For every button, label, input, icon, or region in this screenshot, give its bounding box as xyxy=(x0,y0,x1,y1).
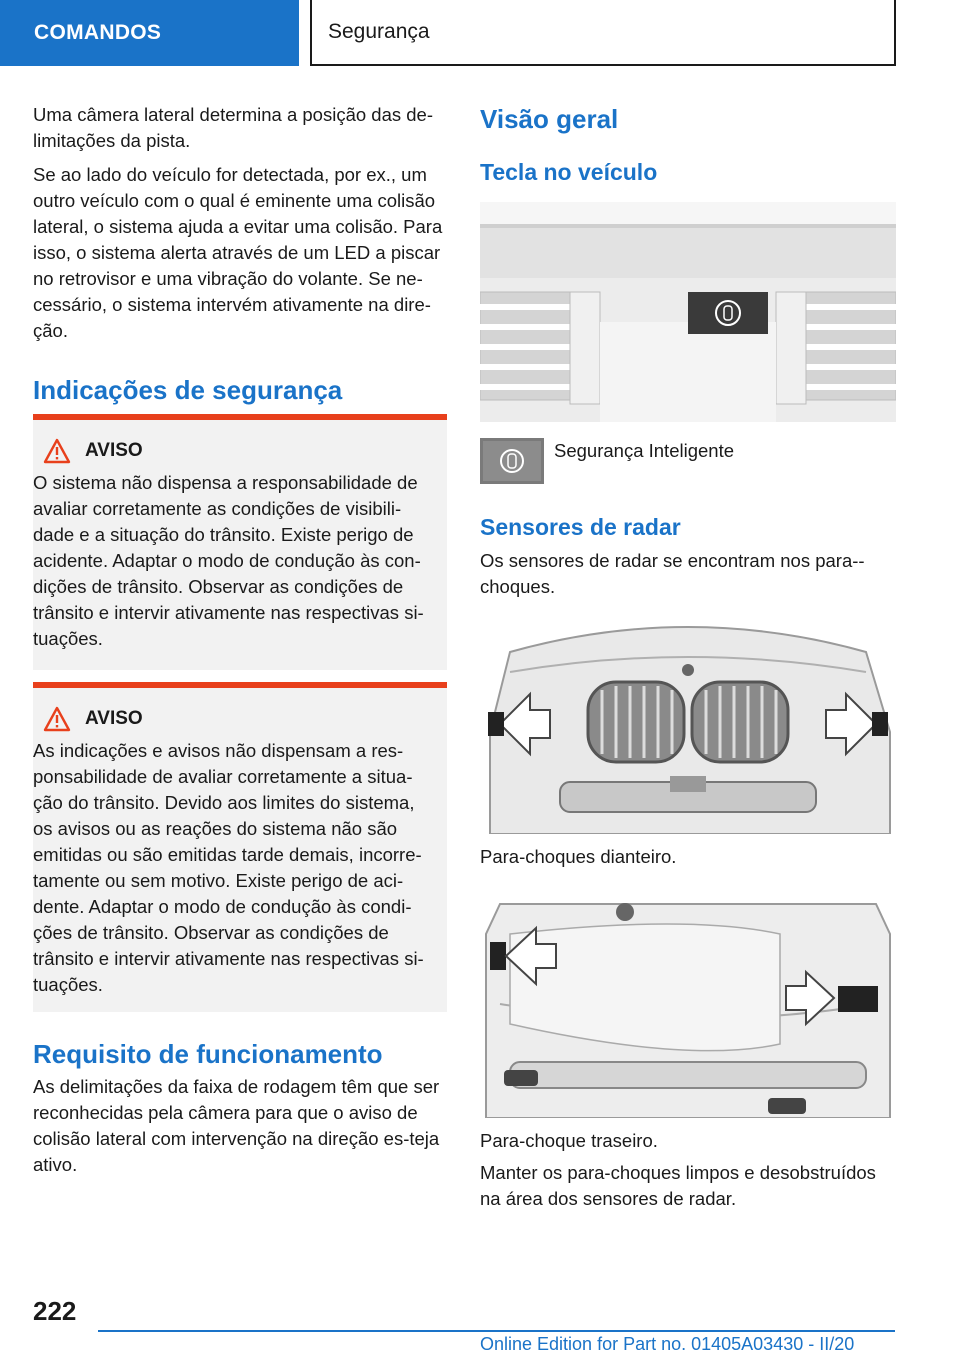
button-heading: Tecla no veículo xyxy=(480,159,658,185)
warning-2-text: As indicações e avisos não dispensam a res-ponsabilidade de avaliar corretamente a situa-ção do trânsito. Devido aos limites do sistema, os avisos ou as reações do sistema não são emitidas ou são emitidas tarde demais, incorre-tamente ou sem motivo. Existe perigo de aci-dente. Adaptar o modo de condução às condi-ções de trânsito. Observar as condições de trânsito e intervir ativamente nas respectivas si-tuações. xyxy=(33,740,424,995)
front-bumper-image xyxy=(480,612,896,834)
warning-triangle-icon xyxy=(43,706,71,732)
overview-heading: Visão geral xyxy=(480,104,619,134)
intro-paragraph-1: Uma câmera lateral determina a posição das de-limitações da pista. xyxy=(33,104,433,151)
dashboard-button-image xyxy=(480,202,896,422)
warning-1-text: O sistema não dispensa a responsabilidade de avaliar corretamente as condições de visibili-dade e a situação do trânsito. Existe perigo de acidente. Adaptar o modo de condução às con-dições de trânsito. Observar as condições de trânsito e intervir ativamente nas respectivas si-tuações. xyxy=(33,472,424,649)
requirement-text: As delimitações da faixa de rodagem têm que ser reconhecidas pela câmera para que o aviso de colisão lateral com intervenção na direção es-teja ativo. xyxy=(33,1076,440,1175)
warning-2-title: AVISO xyxy=(85,708,143,729)
warning-box-1 xyxy=(33,414,447,670)
footer-divider xyxy=(98,1330,895,1332)
rear-bumper-caption: Para-choque traseiro. xyxy=(480,1130,658,1151)
section-header xyxy=(310,0,896,66)
intelligent-safety-icon xyxy=(480,438,544,484)
section-title: Segurança xyxy=(328,20,430,43)
page-number: 222 xyxy=(33,1296,77,1326)
warning-1-title: AVISO xyxy=(85,440,143,461)
button-label: Segurança Inteligente xyxy=(554,440,734,461)
chapter-tab xyxy=(0,0,299,66)
safety-heading: Indicações de segurança xyxy=(33,375,343,405)
chapter-title: COMANDOS xyxy=(34,21,162,44)
warning-box-2 xyxy=(33,682,447,1012)
edition-text: Online Edition for Part no. 01405A03430 - II/20 xyxy=(480,1334,855,1354)
rear-bumper-image xyxy=(480,894,896,1118)
warning-triangle-icon xyxy=(43,438,71,464)
radar-heading: Sensores de radar xyxy=(480,514,681,540)
requirement-heading: Requisito de funcionamento xyxy=(33,1039,383,1069)
intro-paragraph-2: Se ao lado do veículo for detectada, por ex., um outro veículo com o qual é eminente uma colisão lateral, o sistema ajuda a evitar uma colisão. Para isso, o sistema alerta através de um LED a piscar no retrovisor e uma vibração do volante. Se ne-cessário, o sistema intervém ativamente na dire-ção. xyxy=(33,164,443,341)
radar-text: Os sensores de radar se encontram nos para--choques. xyxy=(480,550,865,597)
keep-clean-text: Manter os para-choques limpos e desobstruídos na área dos sensores de radar. xyxy=(480,1162,876,1209)
front-bumper-caption: Para-choques dianteiro. xyxy=(480,846,677,867)
